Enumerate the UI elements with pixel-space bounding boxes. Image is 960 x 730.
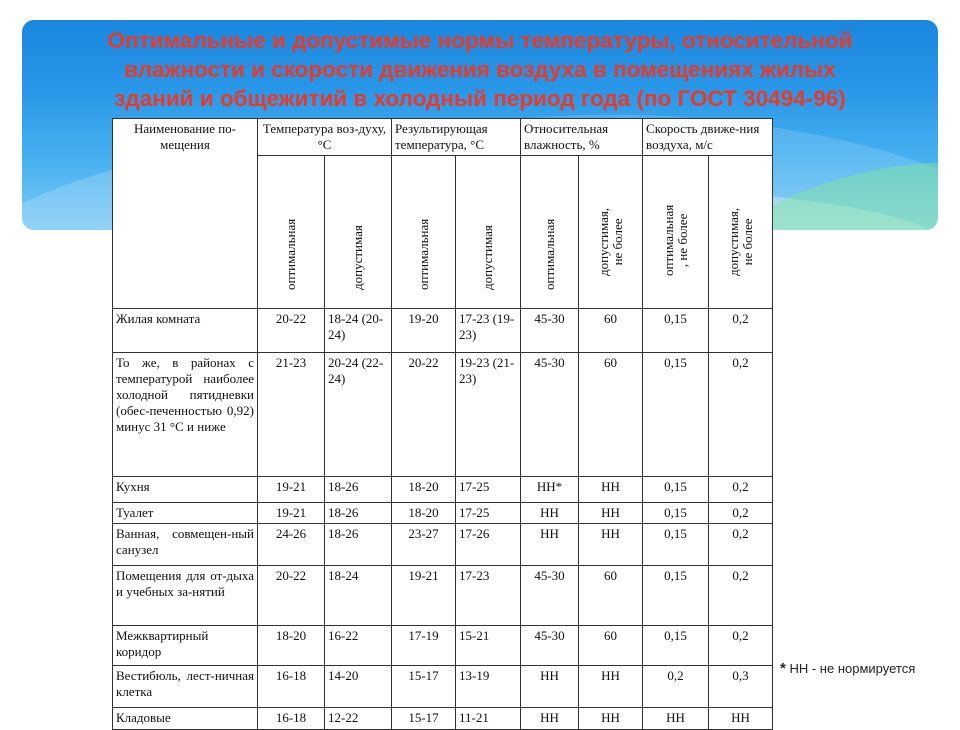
cell-room-name: Жилая комната (113, 309, 258, 353)
cell-result-optimal: 18-20 (392, 477, 456, 503)
header-room: Наименование по-мещения (113, 119, 258, 309)
header-result-temperature: Результирующая температура, °С (392, 119, 521, 156)
cell-speed-optimal: 0,15 (643, 626, 709, 666)
title-line-2: влажности и скорости движения воздуха в помещениях жилых (124, 57, 836, 82)
cell-humidity-allowed: НН (579, 503, 643, 524)
subheader-speed-allowed: допустимая, не более (709, 156, 773, 309)
header-air-speed: Скорость движе-ния воздуха, м/с (643, 119, 773, 156)
cell-temp-allowed: 18-24 (325, 566, 392, 626)
cell-speed-allowed: 0,2 (709, 566, 773, 626)
cell-humidity-optimal: 45-30 (521, 353, 579, 477)
cell-humidity-optimal: НН* (521, 477, 579, 503)
table-row (113, 626, 773, 666)
cell-temp-allowed: 18-24 (20-24) (325, 309, 392, 353)
cell-result-optimal: 18-20 (392, 503, 456, 524)
table-row (113, 566, 773, 626)
cell-room-name: То же, в районах с температурой наиболее холодной пятидневки (обес-печенностью 0,92) минус 31 °С и ниже (113, 353, 258, 477)
cell-speed-optimal: 0,15 (643, 477, 709, 503)
cell-result-optimal: 23-27 (392, 524, 456, 566)
cell-speed-allowed: 0,3 (709, 666, 773, 708)
cell-room-name: Кухня (113, 477, 258, 503)
cell-temp-optimal: 24-26 (258, 524, 325, 566)
title-line-3: зданий и общежитий в холодный период года (по ГОСТ 30494-96) (114, 86, 846, 111)
subheader-result-optimal: оптимальная (392, 156, 456, 309)
cell-temp-allowed: 18-26 (325, 524, 392, 566)
cell-speed-allowed: 0,2 (709, 309, 773, 353)
cell-temp-optimal: 18-20 (258, 626, 325, 666)
cell-speed-allowed: НН (709, 708, 773, 730)
table-row (113, 477, 773, 503)
cell-speed-optimal: НН (643, 708, 709, 730)
cell-result-optimal: 19-21 (392, 566, 456, 626)
cell-humidity-optimal: 45-30 (521, 566, 579, 626)
cell-temp-optimal: 16-18 (258, 666, 325, 708)
table-row (113, 503, 773, 524)
subheader-temp-optimal: оптимальная (258, 156, 325, 309)
cell-humidity-optimal: 45-30 (521, 626, 579, 666)
footnote-text: НН - не нормируется (789, 661, 916, 676)
cell-result-allowed: 11-21 (456, 708, 521, 730)
cell-speed-allowed: 0,2 (709, 524, 773, 566)
cell-humidity-allowed: НН (579, 477, 643, 503)
cell-temp-optimal: 19-21 (258, 477, 325, 503)
page-title (60, 26, 900, 113)
cell-result-optimal: 19-20 (392, 309, 456, 353)
table-row (113, 353, 773, 477)
cell-speed-allowed: 0,2 (709, 477, 773, 503)
cell-result-optimal: 20-22 (392, 353, 456, 477)
cell-temp-allowed: 18-26 (325, 503, 392, 524)
cell-room-name: Туалет (113, 503, 258, 524)
cell-result-allowed: 17-25 (456, 477, 521, 503)
table-row (113, 666, 773, 708)
table-row (113, 708, 773, 730)
cell-room-name: Ванная, совмещен-ный санузел (113, 524, 258, 566)
cell-speed-allowed: 0,2 (709, 353, 773, 477)
cell-result-optimal: 15-17 (392, 708, 456, 730)
title-line-1: Оптимальные и допустимые нормы температуры, относительной (107, 28, 853, 53)
cell-temp-optimal: 21-23 (258, 353, 325, 477)
cell-temp-optimal: 16-18 (258, 708, 325, 730)
cell-result-optimal: 15-17 (392, 666, 456, 708)
table-header-row (113, 119, 773, 156)
cell-temp-optimal: 20-22 (258, 309, 325, 353)
cell-humidity-allowed: 60 (579, 566, 643, 626)
cell-room-name: Кладовые (113, 708, 258, 730)
footnote (780, 660, 915, 677)
cell-humidity-allowed: НН (579, 524, 643, 566)
cell-humidity-optimal: НН (521, 524, 579, 566)
table-row (113, 309, 773, 353)
cell-humidity-optimal: НН (521, 666, 579, 708)
cell-speed-optimal: 0,15 (643, 524, 709, 566)
cell-result-allowed: 13-19 (456, 666, 521, 708)
cell-room-name: Помещения для от-дыха и учебных за-нятий (113, 566, 258, 626)
cell-humidity-allowed: НН (579, 666, 643, 708)
cell-humidity-allowed: НН (579, 708, 643, 730)
cell-result-allowed: 15-21 (456, 626, 521, 666)
cell-temp-optimal: 19-21 (258, 503, 325, 524)
norms-table (112, 118, 773, 730)
cell-humidity-allowed: 60 (579, 626, 643, 666)
header-temperature: Температура воз-духу, °С (258, 119, 392, 156)
cell-speed-allowed: 0,2 (709, 503, 773, 524)
cell-temp-allowed: 18-26 (325, 477, 392, 503)
subheader-result-allowed: допустимая (456, 156, 521, 309)
cell-speed-optimal: 0,15 (643, 503, 709, 524)
subheader-humidity-optimal: оптимальная (521, 156, 579, 309)
cell-result-allowed: 19-23 (21-23) (456, 353, 521, 477)
cell-result-allowed: 17-26 (456, 524, 521, 566)
cell-result-optimal: 17-19 (392, 626, 456, 666)
cell-speed-optimal: 0,15 (643, 309, 709, 353)
cell-speed-optimal: 0,15 (643, 353, 709, 477)
cell-temp-allowed: 14-20 (325, 666, 392, 708)
cell-temp-allowed: 12-22 (325, 708, 392, 730)
cell-temp-optimal: 20-22 (258, 566, 325, 626)
cell-result-allowed: 17-23 (19-23) (456, 309, 521, 353)
table-row (113, 524, 773, 566)
cell-room-name: Вестибюль, лест-ничная клетка (113, 666, 258, 708)
cell-speed-optimal: 0,2 (643, 666, 709, 708)
subheader-temp-allowed: допустимая (325, 156, 392, 309)
cell-humidity-allowed: 60 (579, 353, 643, 477)
cell-temp-allowed: 16-22 (325, 626, 392, 666)
footnote-star: * (780, 660, 786, 677)
header-humidity: Относительная влажность, % (521, 119, 643, 156)
cell-humidity-optimal: 45-30 (521, 309, 579, 353)
subheader-speed-optimal: оптимальная , не более (643, 156, 709, 309)
cell-humidity-optimal: НН (521, 708, 579, 730)
cell-result-allowed: 17-23 (456, 566, 521, 626)
cell-humidity-optimal: НН (521, 503, 579, 524)
cell-result-allowed: 17-25 (456, 503, 521, 524)
cell-humidity-allowed: 60 (579, 309, 643, 353)
subheader-humidity-allowed: допустимая, не более (579, 156, 643, 309)
cell-room-name: Межквартирный коридор (113, 626, 258, 666)
cell-speed-allowed: 0,2 (709, 626, 773, 666)
cell-temp-allowed: 20-24 (22-24) (325, 353, 392, 477)
cell-speed-optimal: 0,15 (643, 566, 709, 626)
